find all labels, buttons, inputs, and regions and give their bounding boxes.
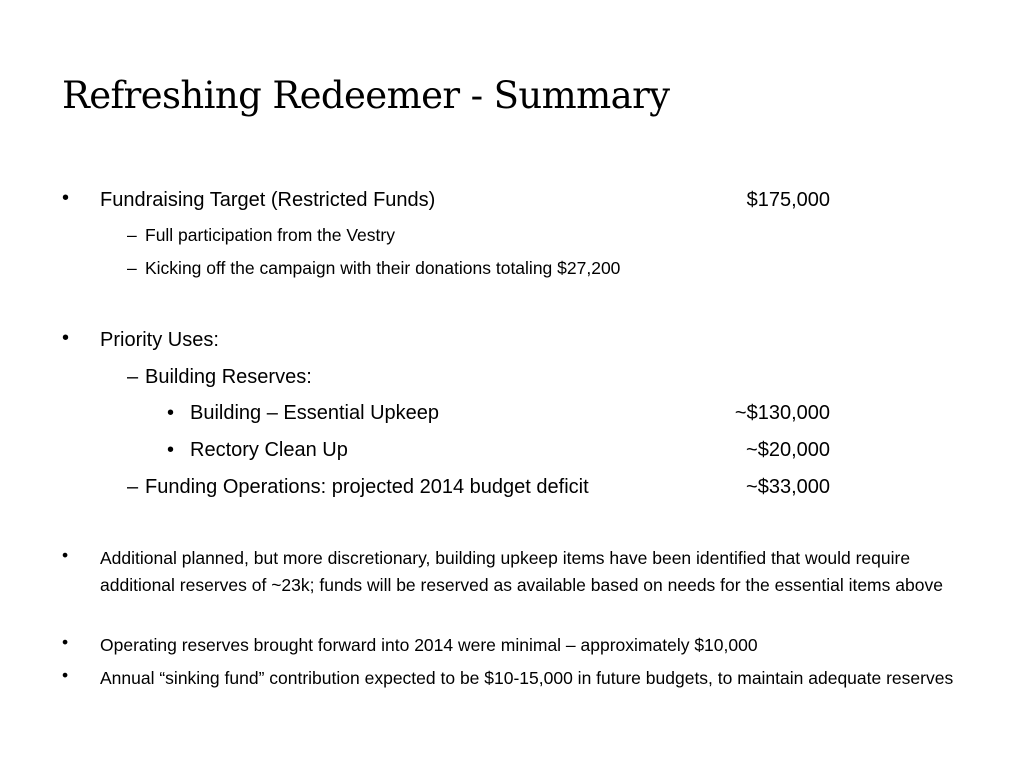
bullet-marker: • — [62, 327, 70, 349]
priority-label: Priority Uses: — [100, 329, 219, 351]
rectory-cleanup-amount: ~$20,000 — [746, 439, 830, 461]
building-reserves-label: Building Reserves: — [145, 366, 312, 388]
bullet-marker: • — [167, 439, 175, 461]
fundraising-label: Fundraising Target (Restricted Funds) — [100, 189, 436, 211]
dash-marker: – — [127, 476, 139, 498]
building-upkeep-label: Building – Essential Upkeep — [190, 402, 440, 424]
note-paragraph: Additional planned, but more discretionary, building upkeep items have been identified that would require additional reserves of ~23k; funds will be reserved as available based on needs for the essential items above — [100, 548, 943, 595]
note-paragraph: Annual “sinking fund” contribution expected to be $10-15,000 in future budgets, to maintain adequate reserves — [100, 668, 954, 688]
dash-marker: – — [127, 258, 137, 278]
slide-title: Refreshing Redeemer - Summary — [62, 74, 670, 117]
bullet-marker: • — [62, 187, 70, 209]
dash-marker: – — [127, 225, 137, 245]
bullet-marker: • — [62, 665, 69, 685]
bullet-marker: • — [62, 632, 69, 652]
fundraising-sub-item: Full participation from the Vestry — [145, 225, 395, 245]
funding-operations-label: Funding Operations: projected 2014 budget deficit — [145, 476, 589, 498]
bullet-marker: • — [167, 402, 175, 424]
funding-operations-amount: ~$33,000 — [746, 476, 830, 498]
fundraising-sub-item: Kicking off the campaign with their donations totaling $27,200 — [145, 258, 621, 278]
fundraising-amount: $175,000 — [746, 189, 830, 211]
building-upkeep-amount: ~$130,000 — [734, 402, 830, 424]
note-paragraph: Operating reserves brought forward into 2014 were minimal – approximately $10,000 — [100, 635, 758, 655]
dash-marker: – — [127, 366, 139, 388]
rectory-cleanup-label: Rectory Clean Up — [190, 439, 348, 461]
bullet-marker: • — [62, 545, 69, 565]
